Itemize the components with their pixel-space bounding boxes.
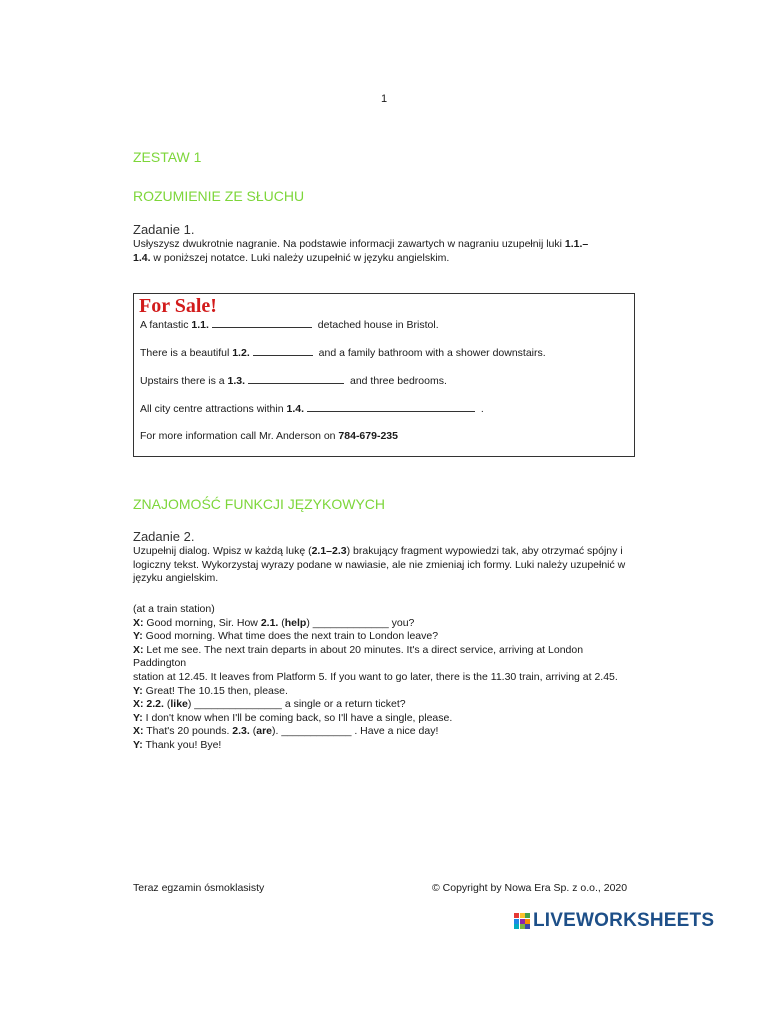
gap-1-4-field[interactable] bbox=[307, 402, 475, 412]
dialog-line bbox=[133, 685, 638, 699]
section-heading-language-functions: ZNAJOMOŚĆ FUNKCJI JĘZYKOWYCH bbox=[133, 496, 386, 512]
phone-number: 784-679-235 bbox=[338, 430, 398, 442]
set-title: ZESTAW 1 bbox=[133, 149, 202, 165]
gap-number: 1.3. bbox=[227, 375, 246, 387]
speaker: Y: bbox=[133, 630, 143, 643]
instruction-text: Usłyszysz dwukrotnie nagranie. Na podstawie informacji zawartych w nagraniu uzupełnij luki bbox=[133, 238, 565, 250]
dialog-line bbox=[133, 698, 638, 712]
dialog-text: ) bbox=[306, 616, 313, 629]
dialog-line bbox=[133, 739, 638, 753]
speaker: X: bbox=[133, 725, 144, 738]
notice-text: and three bedrooms. bbox=[347, 375, 447, 387]
logo-square bbox=[520, 913, 525, 918]
liveworksheets-logo-icon bbox=[514, 913, 530, 929]
page-number: 1 bbox=[380, 93, 388, 105]
notice-text: Upstairs there is a bbox=[140, 375, 228, 387]
notice-text: All city centre attractions within bbox=[140, 403, 287, 415]
instruction-gap-ref: 1.1.– bbox=[564, 238, 589, 250]
dialog-text: you? bbox=[388, 616, 415, 629]
footer-exam-name: Teraz egzamin ósmoklasisty bbox=[133, 882, 265, 894]
instruction-gap-ref: 1.4. bbox=[133, 251, 151, 264]
dialog-text: I don't know when I'll be coming back, so I'll have a single, please. bbox=[142, 711, 453, 724]
dialog-line bbox=[133, 725, 638, 739]
notice-line-1 bbox=[140, 318, 439, 331]
hint-word: help bbox=[284, 616, 307, 629]
dialog-line: station at 12.45. It leaves from Platform 5. If you want to go later, there is the 11.30 train, arriving at 2.45. bbox=[133, 670, 618, 683]
notice-line-3 bbox=[140, 374, 447, 387]
gap-2-1-field[interactable]: _____________ bbox=[312, 616, 389, 629]
logo-square bbox=[525, 924, 530, 929]
gap-number: 1.1. bbox=[191, 319, 209, 331]
speaker: Y: bbox=[133, 711, 143, 724]
dialog bbox=[133, 603, 638, 753]
notice-line-5 bbox=[140, 430, 398, 442]
speaker: Y: bbox=[133, 684, 143, 697]
instruction-gap-ref: 2.1–2.3 bbox=[311, 545, 347, 557]
dialog-text: Let me see. The next train departs in about 20 minutes. It's a direct service, arriving at London Paddington bbox=[133, 643, 584, 670]
for-sale-notice bbox=[133, 293, 635, 457]
task-2-title: Zadanie 2. bbox=[133, 529, 195, 544]
logo-square bbox=[525, 919, 530, 924]
liveworksheets-brand[interactable] bbox=[514, 910, 714, 932]
dialog-text: ) bbox=[187, 698, 195, 711]
gap-number: 1.4. bbox=[286, 403, 304, 415]
notice-text: and a family bathroom with a shower downstairs. bbox=[315, 347, 546, 359]
speaker: X: bbox=[133, 698, 144, 711]
speaker: X: bbox=[133, 616, 144, 629]
instruction-text: w poniższej notatce. Luki należy uzupełnić w języku angielskim. bbox=[150, 251, 450, 264]
dialog-text: ( bbox=[163, 698, 171, 711]
logo-square bbox=[514, 913, 519, 918]
gap-2-2-field[interactable]: _______________ bbox=[194, 698, 282, 711]
dialog-text: ). bbox=[272, 725, 282, 738]
notice-title: For Sale! bbox=[139, 295, 217, 317]
notice-text: detached house in Bristol. bbox=[314, 319, 439, 331]
logo-square bbox=[520, 919, 525, 924]
section-heading-listening: ROZUMIENIE ZE SŁUCHU bbox=[133, 188, 305, 204]
dialog-line bbox=[133, 617, 638, 631]
logo-square bbox=[525, 913, 530, 918]
gap-1-1-field[interactable] bbox=[212, 318, 312, 328]
gap-number: 2.1. bbox=[260, 616, 279, 629]
liveworksheets-name: LIVEWORKSHEETS bbox=[533, 910, 715, 931]
speaker: Y: bbox=[133, 738, 143, 751]
dialog-line bbox=[133, 630, 638, 644]
task-1-title: Zadanie 1. bbox=[133, 222, 195, 237]
task-2-instruction bbox=[133, 545, 638, 586]
dialog-line bbox=[133, 644, 638, 671]
instruction-text: ) brakujący fragment wypowiedzi tak, aby otrzymać spójny i logiczny tekst. Wykorzystaj wyrazy podane w nawiasie, ale nie zmieniaj ich formy. Luki należy uzupełnić w języku angielskim. bbox=[133, 545, 626, 584]
gap-number: 2.2. bbox=[146, 698, 164, 711]
gap-1-2-field[interactable] bbox=[253, 346, 313, 356]
notice-line-4 bbox=[140, 402, 484, 415]
logo-square bbox=[520, 924, 525, 929]
notice-line-2 bbox=[140, 346, 546, 359]
dialog-text: . Have a nice day! bbox=[351, 725, 439, 738]
hint-word: like bbox=[170, 698, 188, 711]
dialog-line bbox=[133, 712, 638, 726]
notice-text: A fantastic bbox=[140, 319, 192, 331]
notice-text: . bbox=[478, 403, 484, 415]
gap-2-3-field[interactable]: ____________ bbox=[281, 725, 352, 738]
hint-word: are bbox=[256, 725, 272, 738]
gap-1-3-field[interactable] bbox=[248, 374, 344, 384]
notice-text: For more information call Mr. Anderson on bbox=[140, 430, 339, 442]
dialog-text: Great! The 10.15 then, please. bbox=[142, 684, 288, 697]
dialog-text: ( bbox=[249, 725, 257, 738]
dialog-text: That's 20 pounds. bbox=[143, 725, 233, 738]
dialog-text: ( bbox=[278, 616, 285, 629]
task-1-instruction bbox=[133, 238, 638, 265]
instruction-text: Uzupełnij dialog. Wpisz w każdą lukę ( bbox=[133, 545, 312, 557]
dialog-text: Thank you! Bye! bbox=[142, 738, 222, 751]
logo-square bbox=[514, 919, 519, 924]
dialog-text: Good morning, Sir. How bbox=[143, 616, 261, 629]
footer-copyright: © Copyright by Nowa Era Sp. z o.o., 2020 bbox=[432, 882, 628, 894]
gap-number: 2.3. bbox=[232, 725, 250, 738]
dialog-text: a single or a return ticket? bbox=[281, 698, 406, 711]
gap-number: 1.2. bbox=[232, 347, 250, 359]
logo-square bbox=[514, 924, 519, 929]
dialog-setting: (at a train station) bbox=[133, 603, 215, 615]
speaker: X: bbox=[133, 643, 144, 656]
notice-text: There is a beautiful bbox=[140, 347, 233, 359]
dialog-text: Good morning. What time does the next train to London leave? bbox=[142, 630, 439, 643]
